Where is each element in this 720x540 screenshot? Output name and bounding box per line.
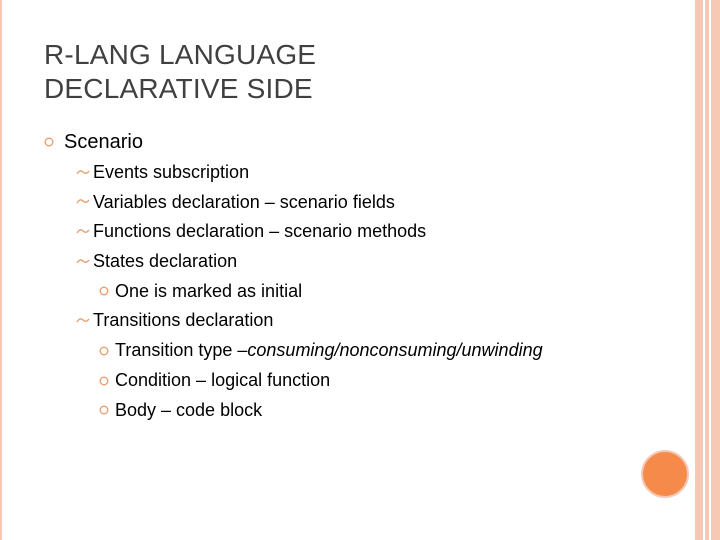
stripe-divider-line bbox=[709, 0, 711, 540]
wave-bullet-icon bbox=[76, 168, 90, 177]
bullet-text: Functions declaration – scenario methods bbox=[93, 221, 427, 242]
bullet-item-states bbox=[44, 247, 684, 277]
bullet-text: Events subscription bbox=[93, 162, 250, 183]
wave-bullet-icon bbox=[76, 257, 90, 266]
bullet-item-variables bbox=[44, 187, 684, 217]
bullet-text-italic: consuming/nonconsuming/unwinding bbox=[247, 340, 543, 361]
bullet-text: Condition – logical function bbox=[115, 369, 331, 390]
bullet-text: Transitions declaration bbox=[93, 310, 274, 331]
circle-bullet-icon bbox=[44, 137, 54, 147]
slide-title bbox=[44, 38, 644, 106]
wave-bullet-icon bbox=[76, 197, 90, 206]
bullet-text: States declaration bbox=[93, 251, 238, 272]
circle-bullet-icon bbox=[99, 286, 109, 296]
wave-bullet-icon bbox=[76, 227, 90, 236]
title-line-2: DECLARATIVE SIDE bbox=[44, 73, 313, 104]
bullet-list bbox=[44, 128, 684, 425]
circle-bullet-icon bbox=[99, 376, 109, 386]
bullet-item-transition-type bbox=[44, 336, 684, 366]
bullet-text: Variables declaration – scenario fields bbox=[93, 191, 395, 212]
bullet-text: Scenario bbox=[64, 131, 143, 154]
right-decorative-stripe bbox=[695, 0, 720, 540]
bullet-item-scenario bbox=[44, 128, 684, 158]
bullet-text: One is marked as initial bbox=[115, 280, 303, 301]
bullet-item-condition bbox=[44, 366, 684, 396]
bullet-item-functions bbox=[44, 217, 684, 247]
circle-bullet-icon bbox=[99, 405, 109, 415]
bullet-item-states-initial bbox=[44, 276, 684, 306]
stripe-divider-line bbox=[703, 0, 705, 540]
title-line-1: R-LANG LANGUAGE bbox=[44, 39, 317, 70]
circle-bullet-icon bbox=[99, 346, 109, 356]
bullet-item-transitions bbox=[44, 306, 684, 336]
left-border-stripe bbox=[0, 0, 2, 540]
bullet-item-body bbox=[44, 395, 684, 425]
decorative-circle bbox=[641, 450, 689, 498]
wave-bullet-icon bbox=[76, 316, 90, 325]
bullet-text: Transition type – bbox=[115, 340, 248, 361]
bullet-item-events bbox=[44, 158, 684, 188]
bullet-text: Body – code block bbox=[115, 399, 263, 420]
